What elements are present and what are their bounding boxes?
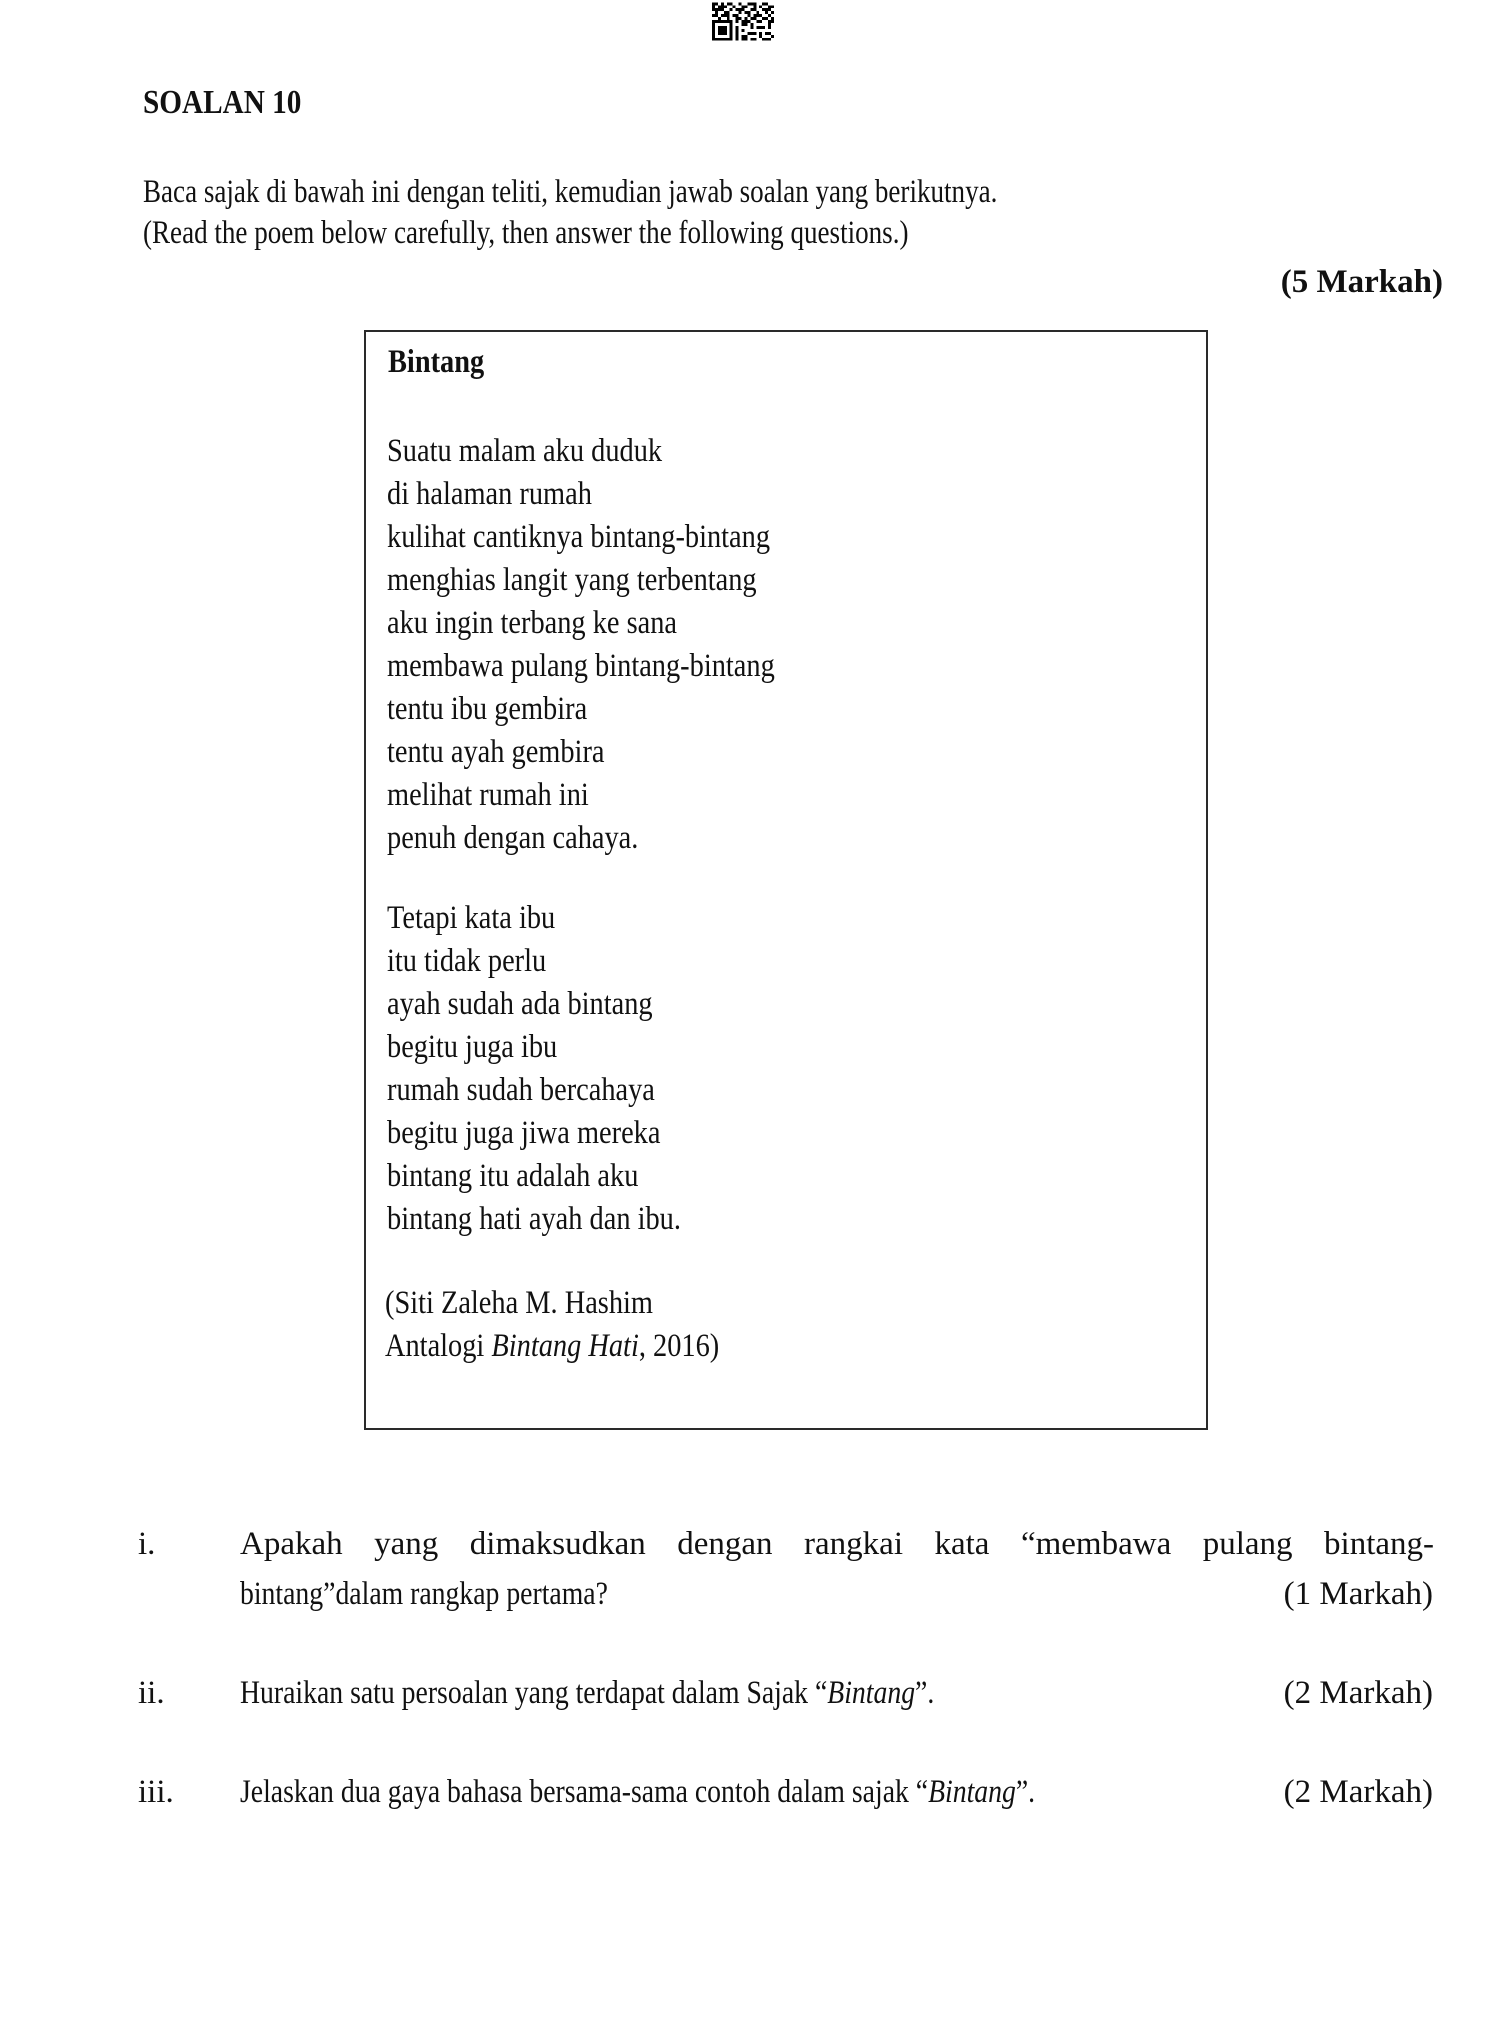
poem-line: menghias langit yang terbentang bbox=[387, 562, 757, 598]
poem-line: ayah sudah ada bintang bbox=[387, 986, 653, 1022]
question-marks: (2 Markah) bbox=[1283, 1675, 1433, 1711]
poem-line: melihat rumah ini bbox=[387, 777, 589, 813]
question-title: SOALAN 10 bbox=[143, 84, 302, 121]
total-marks: (5 Markah) bbox=[1280, 264, 1443, 300]
poem-line: di halaman rumah bbox=[387, 476, 592, 512]
poem-line: bintang itu adalah aku bbox=[387, 1158, 639, 1194]
poem-line: membawa pulang bintang-bintang bbox=[387, 648, 775, 684]
poem-line: Tetapi kata ibu bbox=[387, 900, 556, 936]
instruction-english: (Read the poem below carefully, then answer the following questions.) bbox=[143, 215, 909, 251]
anthology-title: Bintang Hati bbox=[491, 1328, 639, 1364]
question-number: iii. bbox=[138, 1774, 174, 1810]
poem-line: Suatu malam aku duduk bbox=[387, 433, 663, 469]
poem-line: begitu juga jiwa mereka bbox=[387, 1115, 661, 1151]
poem-line: begitu juga ibu bbox=[387, 1029, 558, 1065]
poem-line: kulihat cantiknya bintang-bintang bbox=[387, 519, 771, 555]
question-number: ii. bbox=[138, 1675, 165, 1711]
question-text-line-2: bintang”dalam rangkap pertama? bbox=[240, 1576, 608, 1612]
question-marks: (2 Markah) bbox=[1283, 1774, 1433, 1810]
poem-line: bintang hati ayah dan ibu. bbox=[387, 1201, 681, 1237]
question-text: Huraikan satu persoalan yang terdapat dalam Sajak “Bintang”. bbox=[240, 1675, 935, 1711]
poem-line: tentu ayah gembira bbox=[387, 734, 605, 770]
question-text: Jelaskan dua gaya bahasa bersama-sama contoh dalam sajak “Bintang”. bbox=[240, 1774, 1036, 1810]
poem-line: itu tidak perlu bbox=[387, 943, 547, 979]
poem-source: Antalogi Bintang Hati, 2016) bbox=[385, 1328, 720, 1364]
question-marks: (1 Markah) bbox=[1283, 1576, 1433, 1612]
question-text-line-1: Apakah yang dimaksudkan dengan rangkai kata “membawa pulang bintang- bbox=[240, 1526, 1434, 1562]
poem-line: rumah sudah bercahaya bbox=[387, 1072, 655, 1108]
poem-title: Bintang bbox=[388, 344, 485, 380]
instruction-malay: Baca sajak di bawah ini dengan teliti, kemudian jawab soalan yang berikutnya. bbox=[143, 174, 998, 210]
question-number: i. bbox=[138, 1526, 156, 1562]
poem-author: (Siti Zaleha M. Hashim bbox=[385, 1285, 653, 1321]
poem-line: penuh dengan cahaya. bbox=[387, 820, 639, 856]
poem-line: tentu ibu gembira bbox=[387, 691, 588, 727]
poem-line: aku ingin terbang ke sana bbox=[387, 605, 678, 641]
qr-code-icon bbox=[712, 2, 774, 44]
